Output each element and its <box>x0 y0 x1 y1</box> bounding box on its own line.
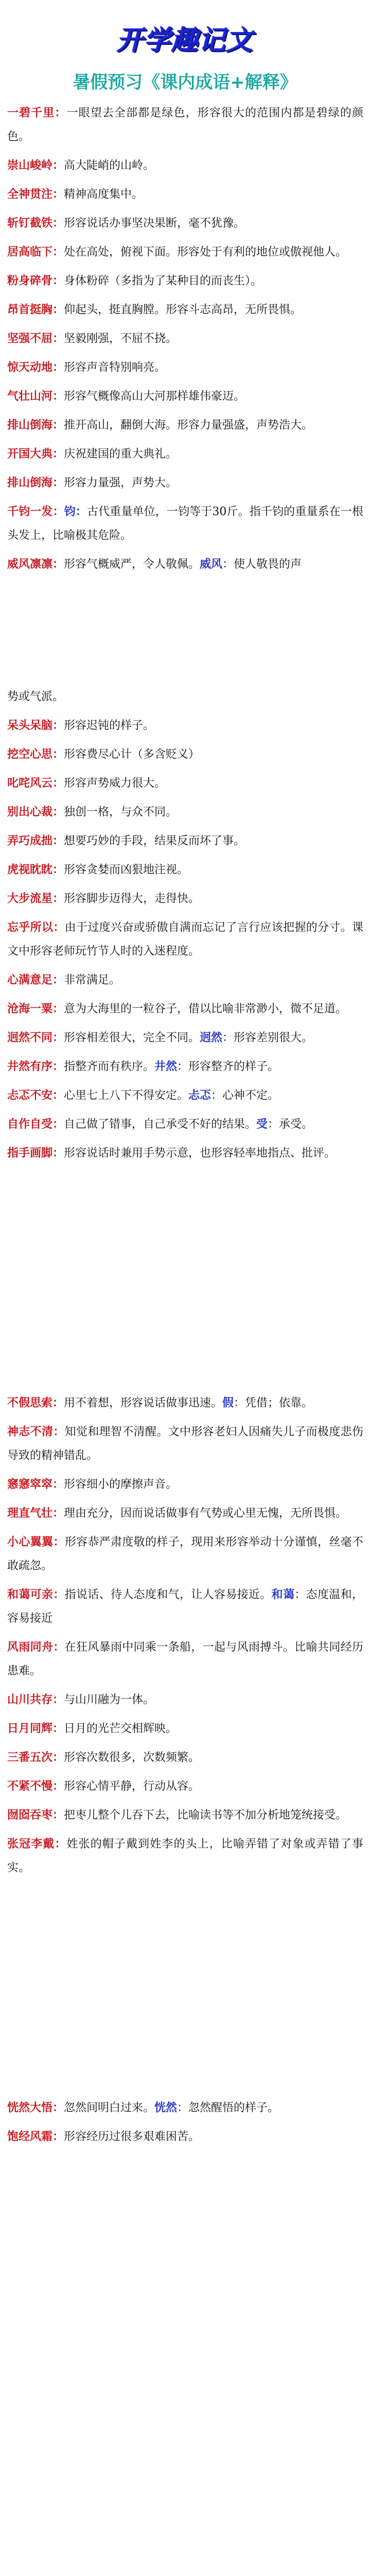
idiom-definition: 形容说话办事坚决果断，毫不犹豫。 <box>64 217 245 230</box>
idiom-term: 饱经风霜： <box>7 2130 64 2143</box>
idiom-definition: 高大陡峭的山岭。 <box>64 159 155 172</box>
idiom-term: 呆头呆脑： <box>7 719 64 732</box>
idiom-definition: 身体粉碎（多指为了某种目的而丧生）。 <box>64 275 262 287</box>
idiom-entry <box>7 1745 363 1770</box>
idiom-definition: 形容心情平静，行动从容。 <box>64 1780 200 1793</box>
idiom-term: 挖空心思： <box>7 748 64 761</box>
idiom-definition: 用不着想，形容说话做事迅速。 <box>64 1397 223 1410</box>
idiom-entry <box>7 1083 363 1108</box>
idiom-definition: 指整齐而有秩序。 <box>64 1060 155 1073</box>
idiom-section-4 <box>7 2096 363 2154</box>
idiom-definition: ：凭借；依靠。 <box>234 1397 313 1410</box>
idiom-entry <box>7 714 363 738</box>
idiom-definition: 意为大海里的一粒谷子，借以比喻非常渺小，微不足道。 <box>64 1003 347 1015</box>
idiom-definition: 把枣儿整个儿吞下去，比喻读书等不加分析地笼统接受。 <box>64 1809 347 1822</box>
idiom-term: 坚强不屈： <box>7 332 64 345</box>
idiom-entry <box>7 552 363 577</box>
logo-title: 开学趣记文 <box>116 25 253 56</box>
idiom-term: 别出心裁： <box>7 805 64 819</box>
idiom-term: 弄巧成拙： <box>7 834 64 848</box>
idiom-entry <box>7 298 363 322</box>
idiom-entry <box>7 1583 363 1631</box>
idiom-term: 日月同辉： <box>7 1722 64 1735</box>
idiom-entry <box>7 887 363 911</box>
idiom-section-2 <box>7 685 363 1170</box>
idiom-entry <box>7 1803 363 1827</box>
idiom-definition: 忽然间明白过来。 <box>64 2102 155 2114</box>
idiom-definition: 形容细小的摩擦声音。 <box>64 1478 178 1491</box>
idiom-term: 理直气壮： <box>7 1506 64 1520</box>
idiom-entry <box>7 1026 363 1050</box>
idiom-definition: 日月的光芒交相辉映。 <box>64 1722 178 1735</box>
idiom-term: 全神贯注： <box>7 188 64 201</box>
idiom-definition: 形容气概威严，令人敬佩。 <box>64 558 200 571</box>
idiom-term: 自作自受： <box>7 1117 64 1131</box>
idiom-term: 斩钉截铁： <box>7 216 64 230</box>
idiom-entry <box>7 1688 363 1712</box>
idiom-entry <box>7 968 363 992</box>
idiom-entry <box>7 1112 363 1137</box>
idiom-term: 虎视眈眈： <box>7 863 64 876</box>
idiom-term: 排山倒海： <box>7 418 64 432</box>
idiom-definition: 形容气概像高山大河那样雄伟豪迈。 <box>64 390 245 403</box>
idiom-term: 粉身碎骨： <box>7 274 64 287</box>
idiom-definition: 与山川融为一体。 <box>64 1693 155 1706</box>
idiom-entry <box>7 101 363 149</box>
word-gloss-term: 恍然 <box>154 2101 178 2114</box>
idiom-term: 囫囵吞枣： <box>7 1808 64 1822</box>
idiom-entry <box>7 355 363 380</box>
idiom-definition: 心里七上八下不得安定。 <box>64 1089 189 1102</box>
idiom-entry <box>7 327 363 351</box>
idiom-definition: 形容声势威力很大。 <box>64 777 166 790</box>
word-gloss-term: 钧： <box>64 505 87 518</box>
idiom-definition: ：承受。 <box>268 1118 313 1131</box>
idiom-definition: 形容经历过很多艰难困苦。 <box>64 2130 200 2143</box>
idiom-section-1 <box>7 101 363 581</box>
idiom-term: 崇山峻岭： <box>7 159 64 172</box>
idiom-definition: 庆祝建国的重大典礼。 <box>64 448 178 461</box>
idiom-term: 忘乎所以： <box>7 921 65 934</box>
idiom-definition: 独创一格，与众不同。 <box>64 806 178 819</box>
idiom-term: 恍然大悟： <box>7 2101 64 2114</box>
idiom-entry <box>7 154 363 178</box>
idiom-section-3 <box>7 1391 363 1885</box>
idiom-definition: 由于过度兴奋或骄傲自满而忘记了言行应该把握的分寸。课文中形容老师玩竹节人时的入迷程度。 <box>7 921 363 958</box>
idiom-definition: 形容迟钝的样子。 <box>64 719 155 732</box>
idiom-term: 忐忑不安： <box>7 1089 64 1102</box>
idiom-definition: 形容力量强，声势大。 <box>64 477 178 489</box>
idiom-definition: 形容次数很多，次数频繁。 <box>64 1751 200 1764</box>
idiom-entry <box>7 1391 363 1415</box>
idiom-entry <box>7 442 363 466</box>
idiom-entry <box>7 997 363 1021</box>
idiom-entry <box>7 829 363 853</box>
idiom-entry <box>7 1472 363 1497</box>
idiom-term: 和蔼可亲： <box>7 1588 65 1601</box>
idiom-definition: ：态度温和，容易接近 <box>7 1588 363 1625</box>
idiom-definition: 姓张的帽子戴到姓李的头上，比喻弄错了对象或弄错了事实。 <box>7 1838 363 1874</box>
idiom-entry <box>7 1530 363 1578</box>
idiom-term: 三番五次： <box>7 1751 64 1764</box>
idiom-term: 沧海一粟： <box>7 1002 64 1015</box>
idiom-definition: 知觉和理智不清醒。文中形容老妇人因痛失儿子而极度悲伤导致的精神错乱。 <box>7 1426 363 1462</box>
idiom-entry <box>7 1420 363 1468</box>
idiom-definition: 形容贪婪而凶狠地注视。 <box>64 863 189 876</box>
idiom-term: 一碧千里： <box>7 106 67 120</box>
idiom-entry <box>7 211 363 235</box>
idiom-term: 千钧一发： <box>7 505 64 518</box>
idiom-definition: 形容声音特别响亮。 <box>64 361 166 374</box>
idiom-entry <box>7 182 363 207</box>
idiom-definition: 指说话、待人态度和气，让人容易接近。 <box>64 1588 272 1601</box>
idiom-term: 威风凛凛： <box>7 557 64 571</box>
idiom-definition: ：心神不定。 <box>211 1089 279 1102</box>
idiom-term: 张冠李戴： <box>7 1837 67 1851</box>
idiom-definition: 精神高度集中。 <box>64 188 144 201</box>
idiom-term: 排山倒海： <box>7 476 64 489</box>
idiom-entry <box>7 500 363 548</box>
idiom-term: 迥然不同： <box>7 1031 64 1044</box>
idiom-term: 风雨同舟： <box>7 1640 65 1654</box>
idiom-entry <box>7 858 363 882</box>
idiom-definition: 一眼望去全部都是绿色，形容很大的范围内都是碧绿的颜色。 <box>7 107 363 143</box>
idiom-term: 大步流星： <box>7 892 64 905</box>
idiom-term: 昂首挺胸： <box>7 303 64 316</box>
idiom-definition: 形容恭严肃度敬的样子，现用来形容举动十分谨慎，丝毫不敢疏忽。 <box>7 1536 363 1572</box>
idiom-definition: ：形容整齐的样子。 <box>177 1060 279 1073</box>
idiom-definition: 形容说话时兼用手势示意，也形容轻率地指点、批评。 <box>64 1147 336 1160</box>
idiom-term: 惊天动地： <box>7 361 64 374</box>
word-gloss-term: 迥然 <box>200 1031 223 1044</box>
word-gloss-term: 和蔼 <box>271 1588 295 1601</box>
idiom-entry <box>7 1774 363 1799</box>
idiom-entry <box>7 1055 363 1079</box>
idiom-term: 山川共存： <box>7 1693 64 1706</box>
idiom-entry <box>7 916 363 963</box>
idiom-entry <box>7 1501 363 1526</box>
word-gloss-term: 井然 <box>154 1060 178 1073</box>
idiom-entry <box>7 2096 363 2120</box>
page-subtitle: 暑假预习《课内成语+解释》 <box>73 72 297 93</box>
idiom-entry <box>7 800 363 824</box>
idiom-entry <box>7 685 363 709</box>
idiom-term: 不紧不慢： <box>7 1780 64 1793</box>
idiom-definition: 势或气派。 <box>7 690 64 703</box>
idiom-term: 气壮山河： <box>7 389 64 403</box>
idiom-entry <box>7 771 363 795</box>
idiom-definition: 形容费尽心计（多含贬义） <box>64 748 200 761</box>
idiom-definition: 处在高处，俯视下面。形容处于有利的地位或傲视他人。 <box>64 246 347 259</box>
idiom-definition: 坚毅刚强，不屈不挠。 <box>64 332 178 345</box>
idiom-definition: ：忽然醒悟的样子。 <box>177 2102 279 2114</box>
idiom-term: 开国大典： <box>7 447 64 461</box>
idiom-term: 不假思索： <box>7 1396 64 1410</box>
idiom-entry <box>7 1635 363 1683</box>
idiom-term: 窸窸窣窣： <box>7 1478 64 1491</box>
idiom-definition: 形容脚步迈得大，走得快。 <box>64 892 200 905</box>
idiom-entry <box>7 1717 363 1741</box>
idiom-definition: 推开高山，翻倒大海。形容力量强盛，声势浩大。 <box>64 419 313 432</box>
idiom-definition: 自己做了错事，自己承受不好的结果。 <box>64 1118 257 1131</box>
idiom-term: 居高临下： <box>7 245 64 259</box>
idiom-definition: 形容相差很大，完全不同。 <box>64 1031 200 1044</box>
idiom-entry <box>7 1832 363 1880</box>
idiom-term: 井然有序： <box>7 1060 64 1073</box>
idiom-definition: 想要巧妙的手段，结果反而坏了事。 <box>64 835 245 848</box>
idiom-entry <box>7 742 363 767</box>
idiom-definition: 非常满足。 <box>64 974 121 987</box>
idiom-entry <box>7 269 363 293</box>
idiom-definition: 仰起头，挺直胸膛。形容斗志高昂，无所畏惧。 <box>64 303 302 316</box>
idiom-entry <box>7 2125 363 2149</box>
word-gloss-term: 威风 <box>200 557 223 571</box>
idiom-definition: 古代重量单位，一钧等于30斤。指千钧的重量系在一根头发上，比喻极其危险。 <box>7 505 363 542</box>
idiom-term: 神志不清： <box>7 1425 65 1438</box>
idiom-definition: 理由充分，因而说话做事有气势或心里无愧，无所畏惧。 <box>64 1507 347 1520</box>
idiom-definition: ：使人敬畏的声 <box>222 558 302 571</box>
idiom-entry <box>7 471 363 495</box>
idiom-entry <box>7 384 363 409</box>
word-gloss-term: 受 <box>256 1117 268 1131</box>
word-gloss-term: 假 <box>222 1396 234 1410</box>
idiom-definition: 在狂风暴雨中同乘一条船，一起与风雨搏斗。比喻共同经历患难。 <box>7 1641 363 1677</box>
idiom-definition: ：形容差别很大。 <box>222 1031 313 1044</box>
idiom-term: 指手画脚： <box>7 1146 64 1160</box>
idiom-entry <box>7 240 363 264</box>
idiom-term: 小心翼翼： <box>7 1535 65 1549</box>
idiom-term: 心满意足： <box>7 973 64 987</box>
word-gloss-term: 忐忑 <box>188 1089 212 1102</box>
idiom-entry <box>7 1141 363 1165</box>
idiom-term: 叱咤风云： <box>7 776 64 790</box>
idiom-entry <box>7 413 363 437</box>
